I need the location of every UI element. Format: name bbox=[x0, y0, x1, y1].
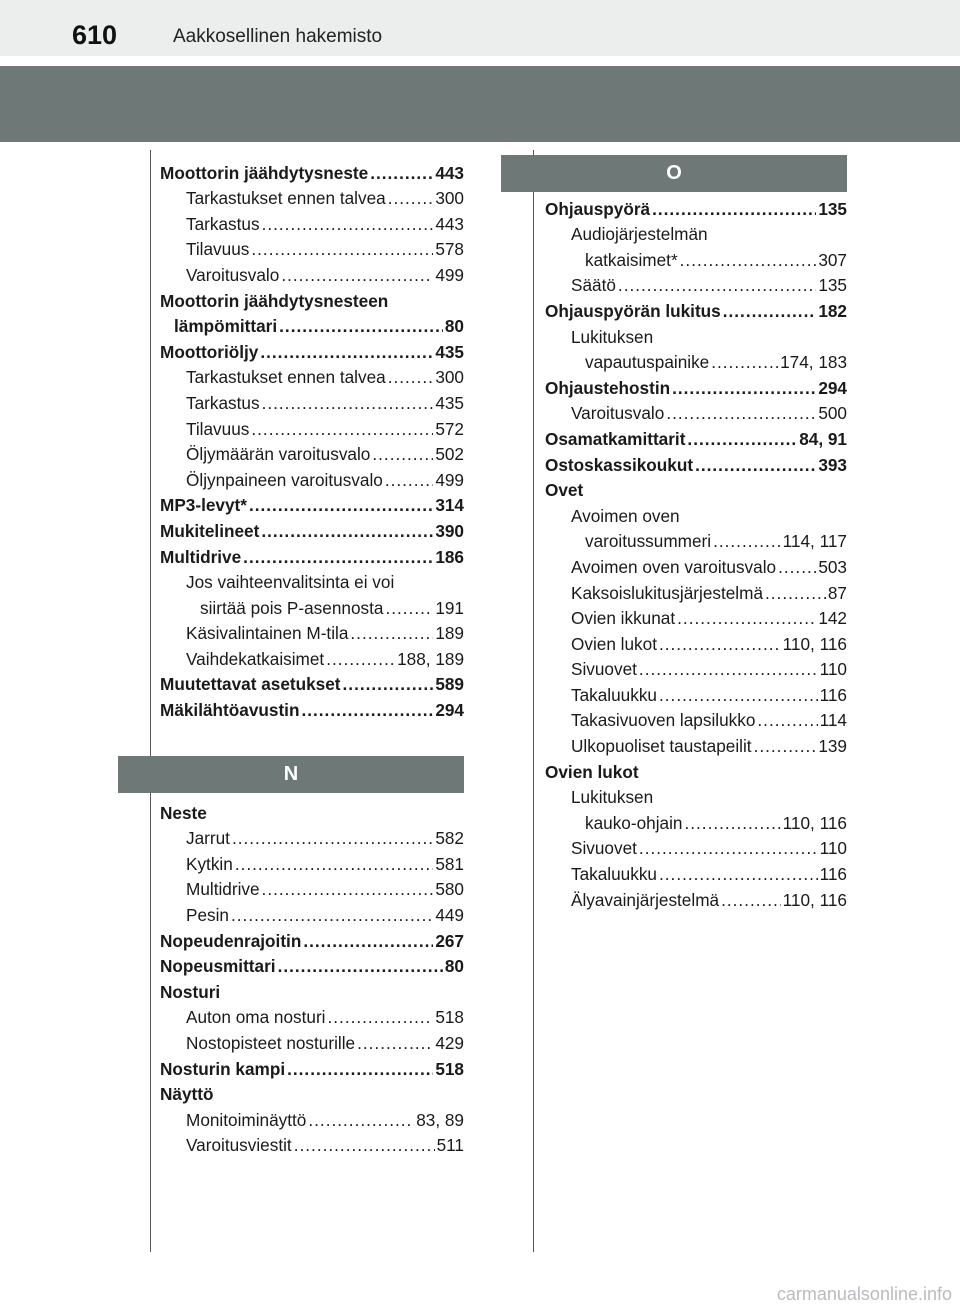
index-term: Tilavuus bbox=[186, 239, 250, 260]
index-term: Jos vaihteenvalitsinta ei voi bbox=[186, 572, 395, 593]
index-term: Ulkopuoliset taustapeilit bbox=[571, 736, 752, 757]
index-term: Avoimen oven varoitusvalo bbox=[571, 556, 777, 577]
index-entry bbox=[545, 706, 847, 732]
leader-dots bbox=[754, 736, 817, 757]
index-entry bbox=[160, 644, 464, 670]
page-header-strip bbox=[0, 0, 960, 56]
page-reference: 189 bbox=[435, 623, 464, 644]
index-term: Multidrive bbox=[186, 879, 260, 900]
index-term: Moottorin jäähdytysneste bbox=[160, 162, 369, 183]
index-entry bbox=[545, 655, 847, 681]
index-term: Öljynpaineen varoitusvalo bbox=[186, 469, 383, 490]
leader-dots bbox=[695, 455, 816, 476]
leader-dots bbox=[385, 598, 433, 619]
index-entry bbox=[545, 373, 847, 399]
page-reference: 135 bbox=[818, 275, 847, 296]
index-entry bbox=[160, 977, 464, 1003]
index-term: Takaluukku bbox=[571, 684, 657, 705]
index-term: Ovien lukot bbox=[571, 633, 657, 654]
index-entry bbox=[160, 695, 464, 721]
leader-dots bbox=[278, 956, 443, 977]
page-reference: 449 bbox=[435, 905, 464, 926]
index-entry bbox=[545, 680, 847, 706]
leader-dots bbox=[231, 905, 433, 926]
page-number: 610 bbox=[72, 20, 118, 50]
index-entry bbox=[545, 859, 847, 885]
index-term: Neste bbox=[160, 802, 207, 823]
index-entry bbox=[545, 527, 847, 553]
index-term: katkaisimet* bbox=[585, 249, 678, 270]
leader-dots bbox=[388, 367, 434, 388]
index-entry bbox=[545, 348, 847, 374]
leader-dots bbox=[677, 608, 816, 629]
index-term: Tarkastus bbox=[186, 392, 260, 413]
leader-dots bbox=[778, 557, 816, 578]
leader-dots bbox=[357, 1033, 433, 1054]
leader-dots bbox=[251, 419, 433, 440]
index-term: Tarkastus bbox=[186, 213, 260, 234]
page-reference: 518 bbox=[435, 1007, 464, 1028]
index-term: Nopeusmittari bbox=[160, 956, 276, 977]
leader-dots bbox=[308, 1110, 414, 1131]
leader-dots bbox=[659, 864, 818, 885]
leader-dots bbox=[249, 495, 433, 516]
leader-dots bbox=[372, 444, 433, 465]
index-term: Auton oma nosturi bbox=[186, 1007, 326, 1028]
index-entry bbox=[545, 757, 847, 783]
page-reference: 267 bbox=[435, 930, 464, 951]
index-entry bbox=[160, 1105, 464, 1131]
page-reference: 580 bbox=[435, 879, 464, 900]
index-term: Muutettavat asetukset bbox=[160, 674, 341, 695]
page-reference: 135 bbox=[818, 198, 847, 219]
index-entry bbox=[545, 629, 847, 655]
page-reference: 110, 116 bbox=[782, 812, 847, 833]
header-band bbox=[0, 66, 960, 142]
leader-dots bbox=[262, 214, 434, 235]
page-reference: 582 bbox=[435, 828, 464, 849]
index-term: Sivuovet bbox=[571, 659, 637, 680]
page-reference: 294 bbox=[818, 377, 847, 398]
leader-dots bbox=[687, 429, 797, 450]
leader-dots bbox=[680, 250, 817, 271]
leader-dots bbox=[343, 674, 434, 695]
leader-dots bbox=[294, 1135, 435, 1156]
leader-dots bbox=[287, 1059, 433, 1080]
index-term: varoitussummeri bbox=[585, 531, 712, 552]
index-entry bbox=[160, 337, 464, 363]
index-term: Moottoriöljy bbox=[160, 341, 259, 362]
page-reference: 300 bbox=[435, 367, 464, 388]
index-term: Tarkastukset ennen talvea bbox=[186, 367, 386, 388]
page-reference: 307 bbox=[818, 249, 847, 270]
index-entry bbox=[545, 578, 847, 604]
section-letter-o: O bbox=[501, 155, 847, 192]
index-entry bbox=[160, 414, 464, 440]
leader-dots bbox=[350, 623, 433, 644]
index-entry bbox=[545, 271, 847, 297]
page-reference: 435 bbox=[435, 392, 464, 413]
leader-dots bbox=[639, 838, 818, 859]
index-term: siirtää pois P-asennosta bbox=[200, 597, 384, 618]
index-entry bbox=[545, 322, 847, 348]
index-term: Ohjaustehostin bbox=[545, 377, 671, 398]
index-entry bbox=[160, 209, 464, 235]
page-reference: 84, 91 bbox=[799, 428, 847, 449]
page-reference: 182 bbox=[818, 300, 847, 321]
index-entry bbox=[545, 424, 847, 450]
page-reference: 578 bbox=[435, 239, 464, 260]
leader-dots bbox=[618, 275, 816, 296]
index-entry bbox=[160, 440, 464, 466]
leader-dots bbox=[721, 890, 781, 911]
section-letter-n: N bbox=[118, 756, 464, 793]
index-term: vapautuspainike bbox=[585, 352, 710, 373]
index-entry bbox=[545, 783, 847, 809]
running-header-title: Aakkosellinen hakemisto bbox=[173, 26, 383, 47]
index-entry bbox=[160, 465, 464, 491]
page-reference: 191 bbox=[435, 597, 464, 618]
index-entry bbox=[160, 1028, 464, 1054]
page-reference: 186 bbox=[435, 546, 464, 567]
index-term: Ostoskassikoukut bbox=[545, 454, 694, 475]
index-term: Ohjauspyörä bbox=[545, 198, 651, 219]
index-entry bbox=[160, 1003, 464, 1029]
index-term: Nostopisteet nosturille bbox=[186, 1033, 356, 1053]
index-block-m bbox=[160, 158, 464, 721]
leader-dots bbox=[262, 393, 434, 414]
index-term: Mukitelineet bbox=[160, 520, 260, 541]
page-reference: 116 bbox=[819, 684, 847, 705]
index-entry bbox=[160, 1131, 464, 1157]
page-reference: 581 bbox=[435, 853, 464, 874]
page-reference: 110, 116 bbox=[782, 633, 847, 654]
index-entry bbox=[160, 235, 464, 261]
page-reference: 429 bbox=[435, 1033, 464, 1053]
index-entry bbox=[160, 286, 464, 312]
index-entry bbox=[545, 808, 847, 834]
page-reference: 499 bbox=[435, 264, 464, 285]
index-term: Ovien ikkunat bbox=[571, 608, 676, 629]
index-entry bbox=[160, 388, 464, 414]
page-reference: 393 bbox=[818, 454, 847, 475]
page-reference: 499 bbox=[435, 469, 464, 490]
index-entry bbox=[545, 399, 847, 425]
index-entry bbox=[160, 542, 464, 568]
index-entry bbox=[160, 184, 464, 210]
index-entry bbox=[160, 849, 464, 875]
index-term: Ovien lukot bbox=[545, 761, 639, 782]
leader-dots bbox=[765, 583, 826, 604]
page-reference: 83, 89 bbox=[416, 1109, 464, 1130]
index-entry bbox=[160, 491, 464, 517]
index-entry bbox=[160, 260, 464, 286]
leader-dots bbox=[639, 659, 818, 680]
page-reference: 188, 189 bbox=[397, 648, 464, 669]
index-block-n bbox=[160, 798, 464, 1156]
page-reference: 139 bbox=[818, 736, 847, 757]
index-entry bbox=[160, 619, 464, 645]
index-term: Tilavuus bbox=[186, 418, 250, 439]
index-entry bbox=[160, 798, 464, 824]
index-term: Mäkilähtöavustin bbox=[160, 700, 300, 721]
leader-dots bbox=[659, 634, 781, 655]
index-term: Varoitusvalo bbox=[571, 403, 665, 424]
leader-dots bbox=[303, 931, 433, 952]
page-reference: 114, 117 bbox=[782, 531, 847, 552]
leader-dots bbox=[243, 547, 433, 568]
index-entry bbox=[545, 501, 847, 527]
leader-dots bbox=[659, 685, 818, 706]
index-entry bbox=[160, 363, 464, 389]
page-reference: 589 bbox=[435, 674, 464, 695]
index-term: Nosturin kampi bbox=[160, 1058, 286, 1079]
page-reference: 435 bbox=[435, 341, 464, 362]
index-term: Nopeudenrajoitin bbox=[160, 930, 302, 951]
page-reference: 174, 183 bbox=[780, 352, 847, 373]
page-reference: 110 bbox=[819, 659, 847, 680]
index-term: Varoitusviestit bbox=[186, 1135, 292, 1156]
page-reference: 110 bbox=[819, 838, 847, 859]
page-reference: 443 bbox=[435, 213, 464, 234]
index-term: Audiojärjestelmän bbox=[571, 224, 708, 245]
index-entry bbox=[545, 834, 847, 860]
index-term: Avoimen oven bbox=[571, 505, 680, 526]
index-entry bbox=[160, 875, 464, 901]
index-term: Nosturi bbox=[160, 981, 221, 1002]
index-entry bbox=[160, 158, 464, 184]
leader-dots bbox=[713, 531, 781, 552]
index-term: Käsivalintainen M-tila bbox=[186, 623, 349, 644]
page-reference: 511 bbox=[436, 1135, 464, 1156]
leader-dots bbox=[711, 352, 778, 373]
index-term: Näyttö bbox=[160, 1084, 214, 1105]
index-entry bbox=[545, 731, 847, 757]
leader-dots bbox=[370, 163, 433, 184]
index-term: Monitoiminäyttö bbox=[186, 1109, 307, 1130]
page-reference: 80 bbox=[444, 956, 464, 977]
index-term: Sivuovet bbox=[571, 838, 637, 859]
leader-dots bbox=[251, 239, 433, 260]
page-reference: 500 bbox=[818, 403, 847, 424]
index-entry bbox=[545, 296, 847, 322]
page-reference: 294 bbox=[435, 700, 464, 721]
index-term: Ohjauspyörän lukitus bbox=[545, 300, 721, 321]
index-term: Öljymäärän varoitusvalo bbox=[186, 444, 371, 465]
leader-dots bbox=[326, 649, 395, 670]
leader-dots bbox=[301, 700, 433, 721]
leader-dots bbox=[666, 403, 816, 424]
index-term: lämpömittari bbox=[174, 316, 278, 337]
index-entry bbox=[545, 245, 847, 271]
leader-dots bbox=[757, 710, 817, 731]
index-entry bbox=[545, 885, 847, 911]
index-term: Moottorin jäähdytysnesteen bbox=[160, 290, 389, 311]
index-block-o bbox=[545, 194, 847, 911]
index-entry bbox=[160, 670, 464, 696]
index-entry bbox=[545, 604, 847, 630]
leader-dots bbox=[235, 854, 434, 875]
index-term: Älyavainjärjestelmä bbox=[571, 889, 720, 910]
page-reference: 116 bbox=[819, 864, 847, 885]
leader-dots bbox=[385, 470, 433, 491]
index-term: Ovet bbox=[545, 480, 584, 501]
index-term: Multidrive bbox=[160, 546, 242, 567]
leader-dots bbox=[672, 378, 816, 399]
leader-dots bbox=[684, 813, 780, 834]
index-term: Osamatkamittarit bbox=[545, 428, 686, 449]
leader-dots bbox=[260, 342, 433, 363]
page-reference: 502 bbox=[435, 444, 464, 465]
page-reference: 87 bbox=[827, 582, 847, 603]
index-term: Jarrut bbox=[186, 828, 230, 849]
leader-dots bbox=[388, 188, 434, 209]
index-term: Pesin bbox=[186, 905, 229, 926]
index-entry bbox=[545, 450, 847, 476]
index-entry bbox=[160, 900, 464, 926]
leader-dots bbox=[232, 828, 433, 849]
index-term: kauko-ohjain bbox=[585, 812, 683, 833]
index-entry bbox=[160, 1054, 464, 1080]
leader-dots bbox=[281, 265, 433, 286]
leader-dots bbox=[279, 316, 443, 337]
leader-dots bbox=[328, 1007, 434, 1028]
index-entry bbox=[545, 194, 847, 220]
page-reference: 142 bbox=[818, 608, 847, 629]
index-entry bbox=[545, 552, 847, 578]
index-entry bbox=[545, 220, 847, 246]
index-entry bbox=[160, 593, 464, 619]
index-entry bbox=[160, 516, 464, 542]
index-term: Kytkin bbox=[186, 853, 233, 874]
index-entry bbox=[160, 1080, 464, 1106]
page-reference: 314 bbox=[435, 495, 464, 516]
leader-dots bbox=[261, 521, 433, 542]
page-reference: 300 bbox=[435, 188, 464, 209]
page-reference: 572 bbox=[435, 418, 464, 439]
page-reference: 443 bbox=[435, 162, 464, 183]
index-term: Lukituksen bbox=[571, 326, 654, 347]
index-entry bbox=[160, 568, 464, 594]
index-entry bbox=[545, 476, 847, 502]
right-column bbox=[501, 155, 847, 911]
index-entry bbox=[160, 312, 464, 338]
index-term: Lukituksen bbox=[571, 787, 654, 808]
index-entry bbox=[160, 952, 464, 978]
page-reference: 390 bbox=[435, 520, 464, 541]
page-reference: 80 bbox=[444, 316, 464, 337]
page-reference: 503 bbox=[818, 556, 847, 577]
leader-dots bbox=[723, 301, 817, 322]
index-term: Varoitusvalo bbox=[186, 264, 280, 285]
index-term: Säätö bbox=[571, 275, 616, 296]
leader-dots bbox=[262, 879, 434, 900]
index-term: Kaksoislukitusjärjestelmä bbox=[571, 582, 763, 603]
index-term: Takaluukku bbox=[571, 864, 657, 885]
leader-dots bbox=[652, 199, 816, 220]
index-term: Vaihdekatkaisimet bbox=[186, 648, 325, 669]
left-column bbox=[118, 158, 464, 1156]
index-term: Takasivuoven lapsilukko bbox=[571, 710, 756, 731]
watermark: carmanualsonline.info bbox=[776, 1284, 952, 1304]
index-entry bbox=[160, 824, 464, 850]
index-term: Tarkastukset ennen talvea bbox=[186, 188, 386, 209]
page-reference: 518 bbox=[435, 1058, 464, 1079]
index-term: MP3-levyt* bbox=[160, 495, 247, 516]
index-entry bbox=[160, 926, 464, 952]
page-reference: 110, 116 bbox=[782, 889, 847, 910]
page-reference: 114 bbox=[819, 710, 847, 731]
